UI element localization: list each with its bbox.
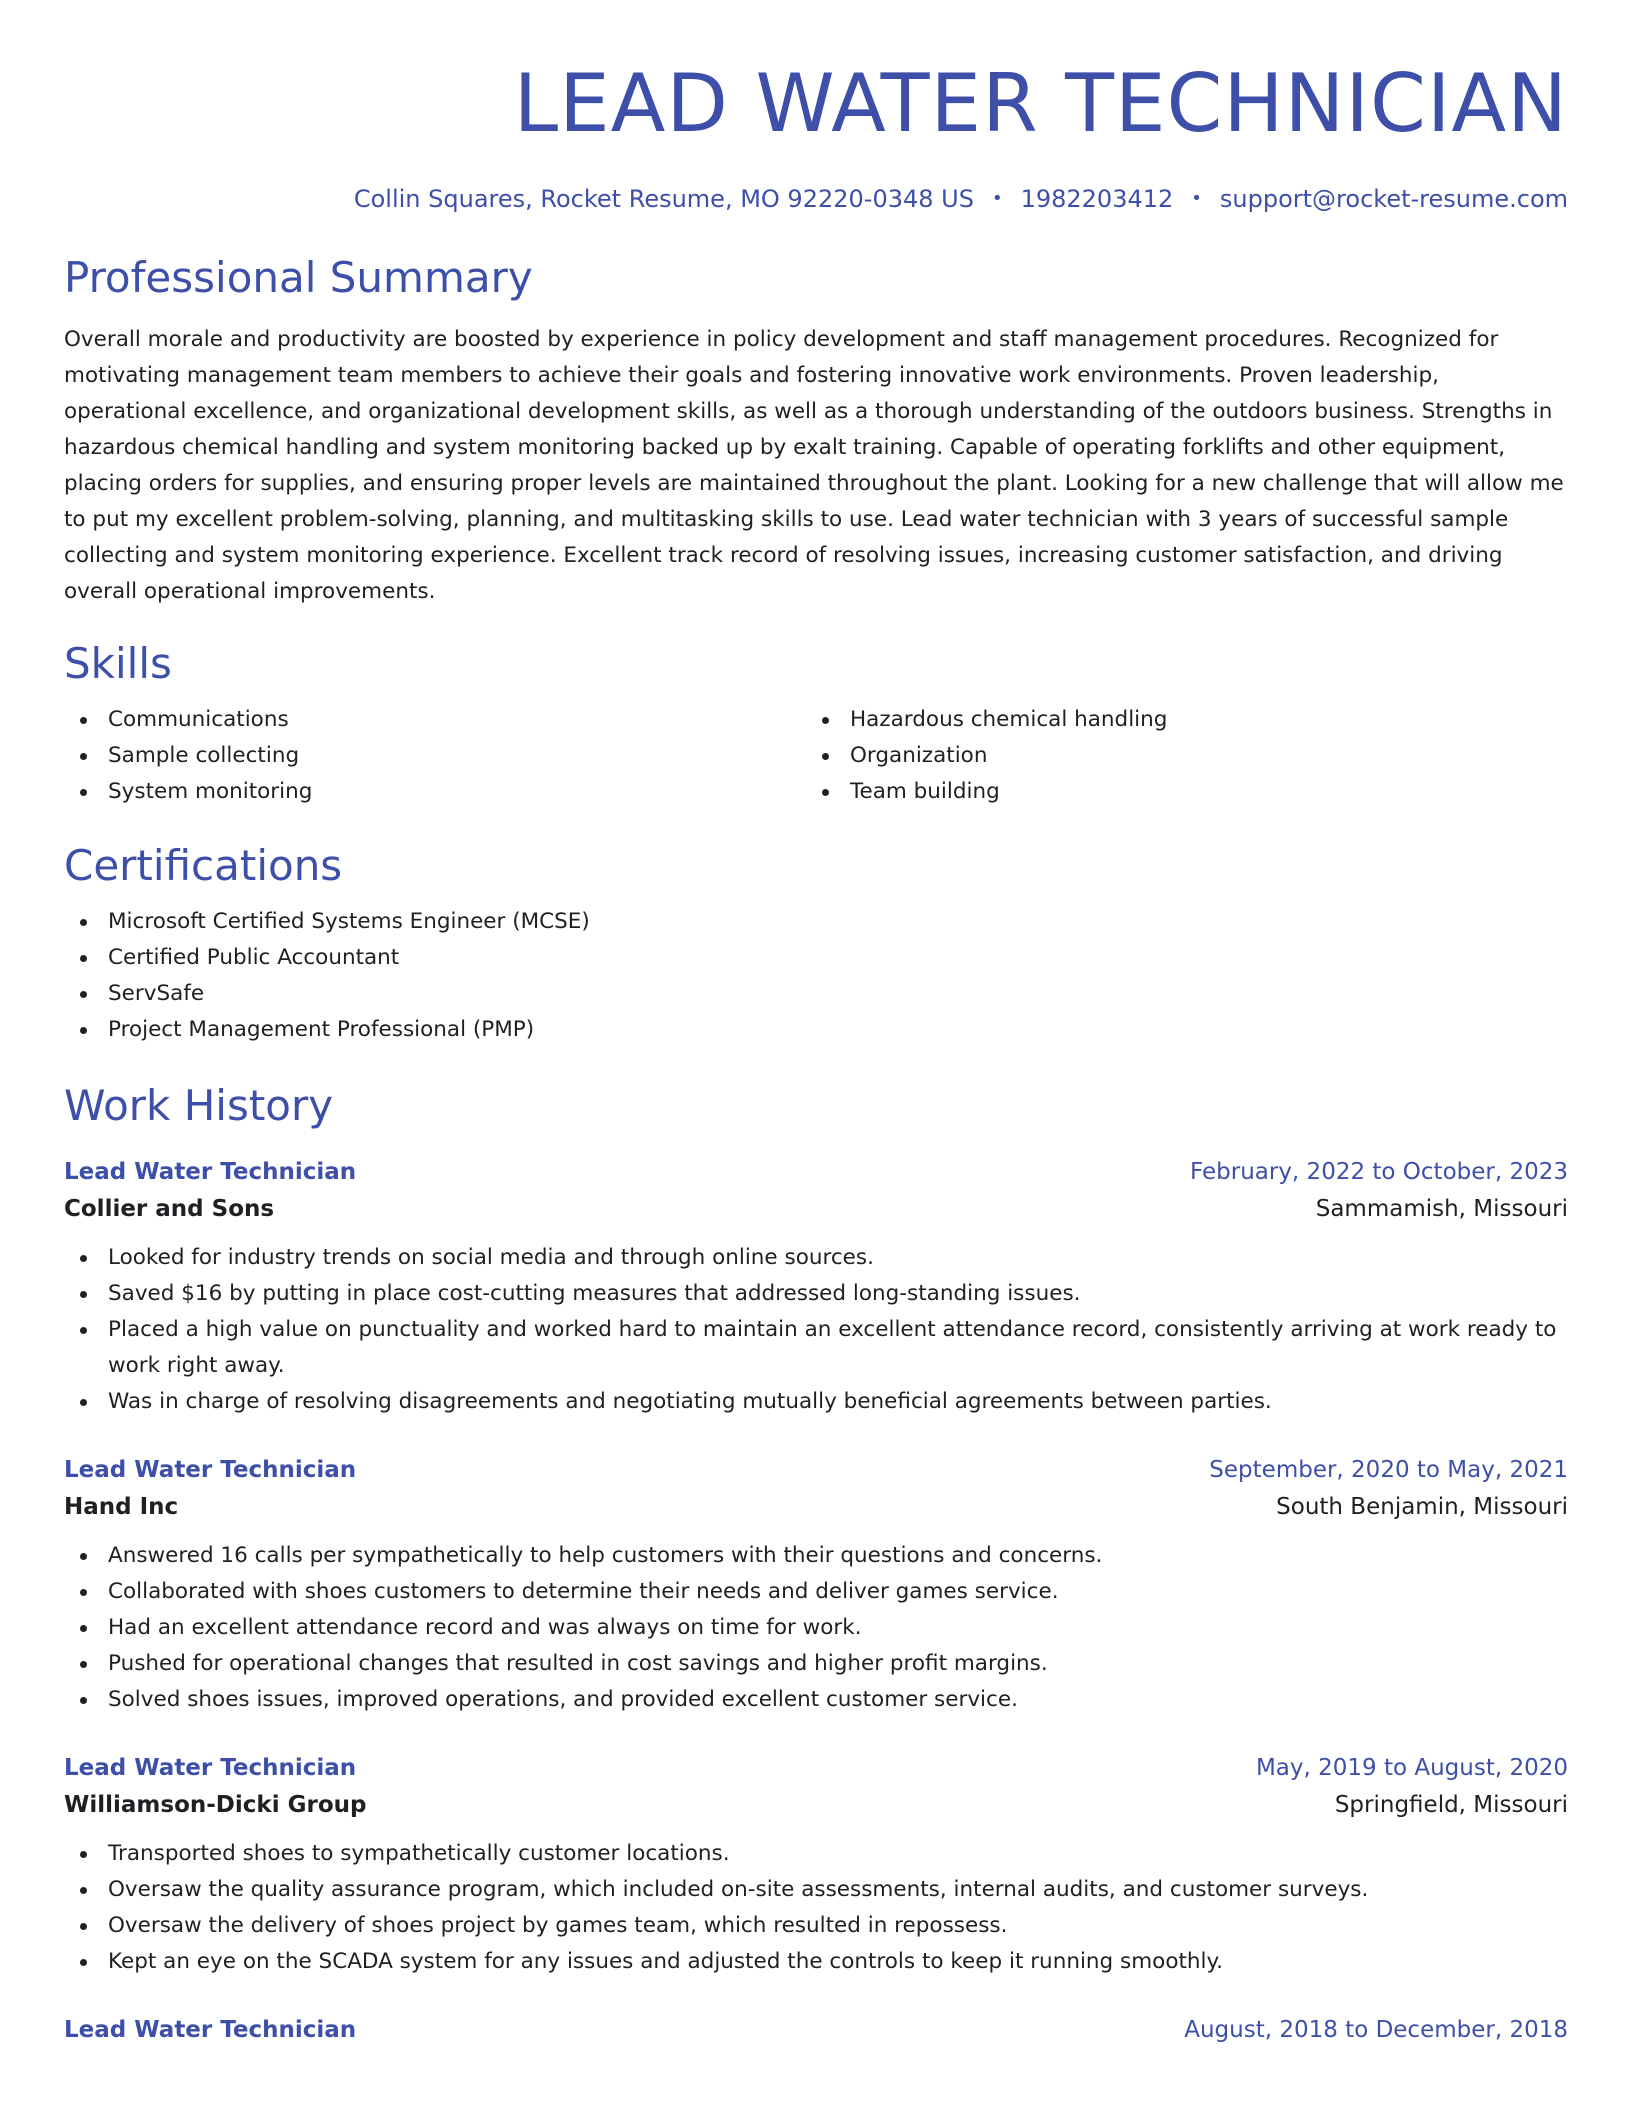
skill-item: Team building <box>806 774 1548 810</box>
job-location: South Benjamin, Missouri <box>1276 1494 1568 1520</box>
contact-line <box>64 184 1568 214</box>
certification-item: ServSafe <box>64 976 1568 1012</box>
certification-item: Project Management Professional (PMP) <box>64 1012 1568 1048</box>
job-location: Sammamish, Missouri <box>1315 1196 1568 1222</box>
section-title-skills: Skills <box>64 639 172 688</box>
job-bullet: Had an excellent attendance record and was always on time for work. <box>64 1610 1568 1646</box>
job-dates: August, 2018 to December, 2018 <box>1184 2017 1568 2043</box>
job-bullet: Kept an eye on the SCADA system for any issues and adjusted the controls to keep it running smoothly. <box>64 1944 1568 1980</box>
skill-item: Communications <box>64 702 806 738</box>
job-title: Lead Water Technician <box>64 1159 357 1185</box>
certification-item: Microsoft Certified Systems Engineer (MCSE) <box>64 904 1568 940</box>
section-title-certifications: Certifications <box>64 841 343 890</box>
job-title: Lead Water Technician <box>64 1457 357 1483</box>
job-entry <box>64 1154 1568 1420</box>
job-company: Hand Inc <box>64 1494 179 1520</box>
job-entry <box>64 2012 1568 2048</box>
job-company: Williamson-Dicki Group <box>64 1792 367 1818</box>
skill-item: Organization <box>806 738 1548 774</box>
skill-item: Hazardous chemical handling <box>806 702 1548 738</box>
skills-grid <box>64 702 1568 810</box>
job-bullet: Pushed for operational changes that resulted in cost savings and higher profit margins. <box>64 1646 1568 1682</box>
job-bullet: Looked for industry trends on social media and through online sources. <box>64 1240 1568 1276</box>
job-dates: May, 2019 to August, 2020 <box>1255 1755 1568 1781</box>
job-bullet: Answered 16 calls per sympathetically to help customers with their questions and concerns. <box>64 1538 1568 1574</box>
job-bullets <box>64 1836 1568 1980</box>
job-bullet: Transported shoes to sympathetically customer locations. <box>64 1836 1568 1872</box>
contact-separator: • <box>991 188 1003 209</box>
job-entry <box>64 1750 1568 1980</box>
job-title: Lead Water Technician <box>64 1755 357 1781</box>
job-bullet: Placed a high value on punctuality and worked hard to maintain an excellent attendance record, consistently arriving at work ready to work right away. <box>64 1312 1568 1384</box>
skills-list-right <box>806 702 1548 810</box>
contact-phone: 1982203412 <box>1020 185 1174 213</box>
job-title: Lead Water Technician <box>64 2017 357 2043</box>
job-company: Collier and Sons <box>64 1196 275 1222</box>
skill-item: System monitoring <box>64 774 806 810</box>
skills-list-left <box>64 702 806 810</box>
job-entry <box>64 1452 1568 1718</box>
job-bullet: Solved shoes issues, improved operations, and provided excellent customer service. <box>64 1682 1568 1718</box>
contact-email: support@rocket-resume.com <box>1219 185 1568 213</box>
resume-page <box>64 0 1568 2112</box>
job-dates: February, 2022 to October, 2023 <box>1190 1159 1568 1185</box>
section-title-summary: Professional Summary <box>64 253 533 302</box>
resume-title: LEAD WATER TECHNICIAN <box>513 57 1568 150</box>
job-dates: September, 2020 to May, 2021 <box>1209 1457 1568 1483</box>
job-bullet: Saved $16 by putting in place cost-cutting measures that addressed long-standing issues. <box>64 1276 1568 1312</box>
job-bullets <box>64 1240 1568 1420</box>
job-bullet: Oversaw the delivery of shoes project by games team, which resulted in repossess. <box>64 1908 1568 1944</box>
skill-item: Sample collecting <box>64 738 806 774</box>
contact-address: Collin Squares, Rocket Resume, MO 92220-0348 US <box>353 185 974 213</box>
job-location: Springfield, Missouri <box>1334 1792 1568 1818</box>
certifications-list <box>64 904 1568 1048</box>
job-bullet: Was in charge of resolving disagreements and negotiating mutually beneficial agreements between parties. <box>64 1384 1568 1420</box>
summary-text: Overall morale and productivity are boosted by experience in policy development and staff management procedures. Recognized for motivating management team members to achieve their goals and fostering innovative work environments. Proven leadership, operational excellence, and organizational development skills, as well as a thorough understanding of the outdoors business. Strengths in hazardous chemical handling and system monitoring backed up by exalt training. Capable of operating forklifts and other equipment, placing orders for supplies, and ensuring proper levels are maintained throughout the plant. Looking for a new challenge that will allow me to put my excellent problem-solving, planning, and multitasking skills to use. Lead water technician with 3 years of successful sample collecting and system monitoring experience. Excellent track record of resolving issues, increasing customer satisfaction, and driving overall operational improvements. <box>64 327 1564 604</box>
job-bullet: Oversaw the quality assurance program, which included on-site assessments, internal audits, and customer surveys. <box>64 1872 1568 1908</box>
section-title-work-history: Work History <box>64 1081 334 1130</box>
job-bullets <box>64 1538 1568 1718</box>
job-bullet: Collaborated with shoes customers to determine their needs and deliver games service. <box>64 1574 1568 1610</box>
contact-separator: • <box>1191 188 1202 209</box>
certification-item: Certified Public Accountant <box>64 940 1568 976</box>
